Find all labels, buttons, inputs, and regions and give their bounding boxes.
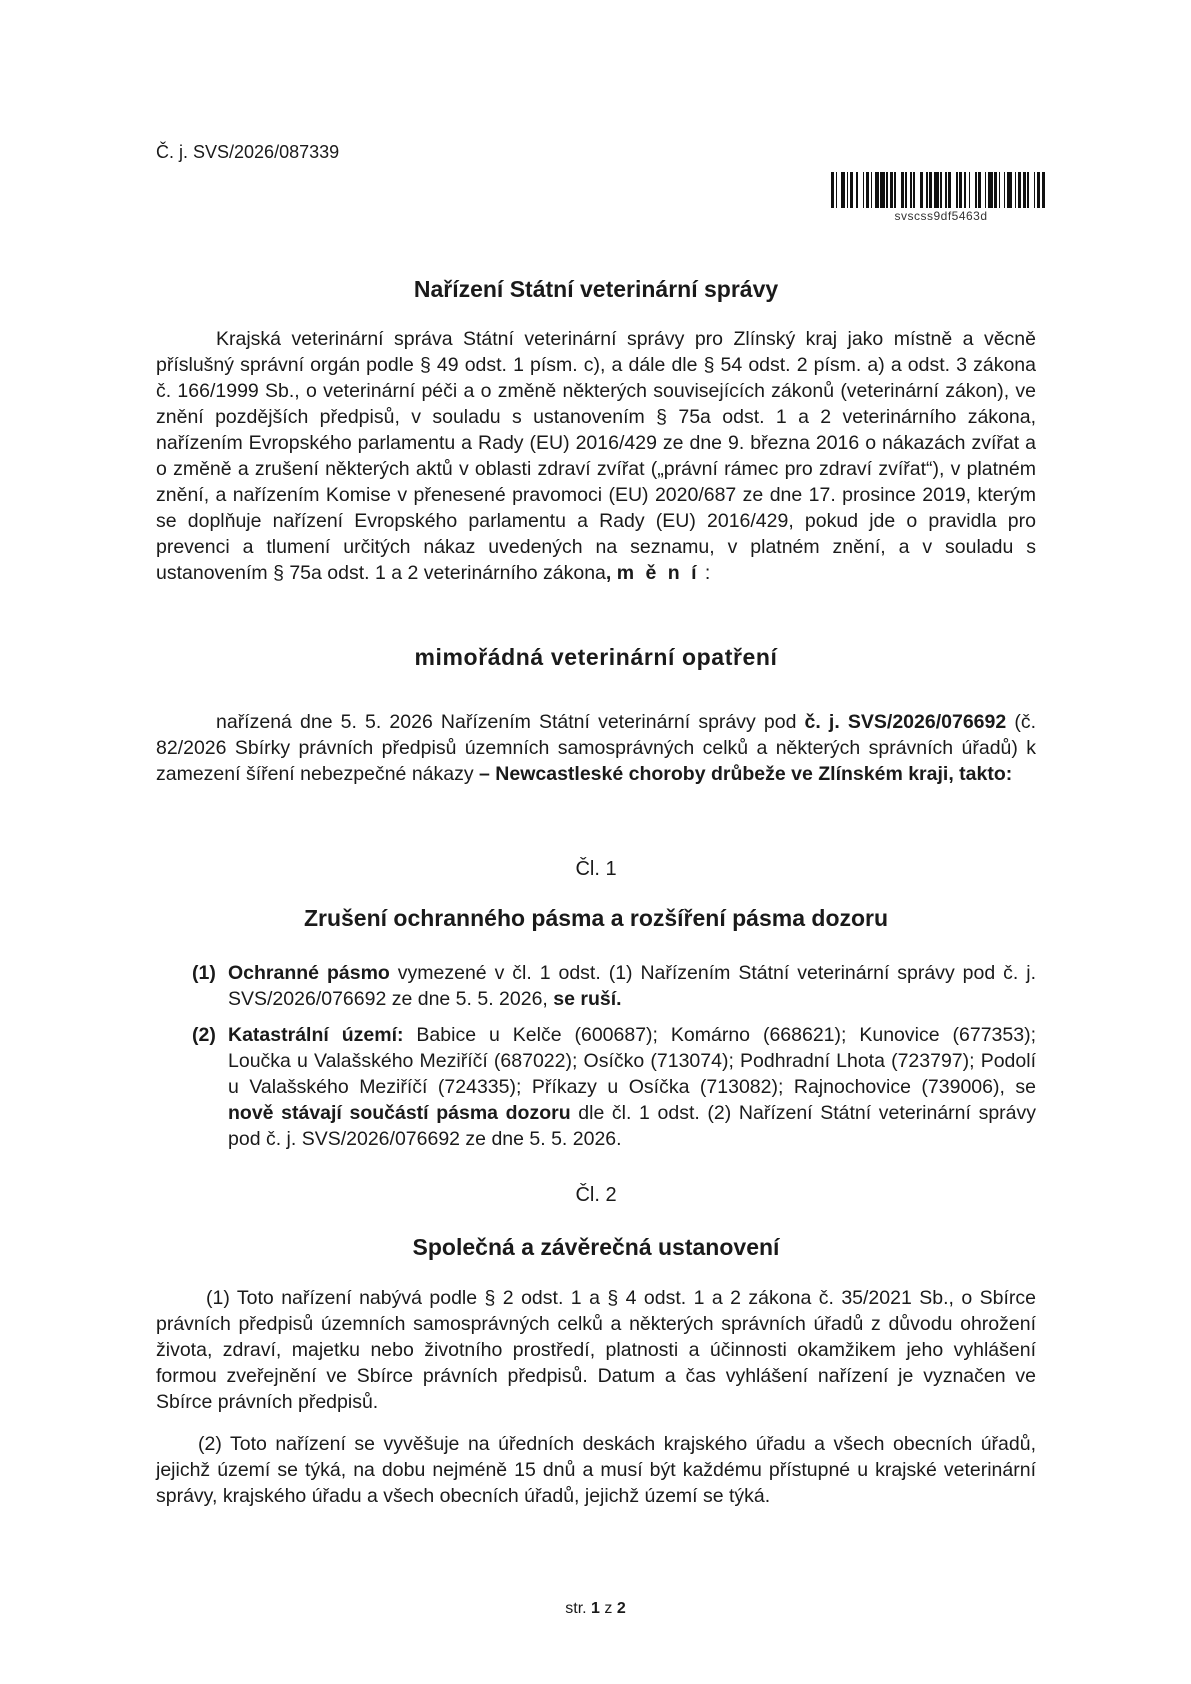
- barcode-text: svscss9df5463d: [894, 209, 988, 223]
- article-2-heading: Společná a závěrečná ustanovení: [412, 1234, 780, 1260]
- intro-text: Krajská veterinární správa Státní veterinární správy pro Zlínský kraj jako místně a věcně příslušný správní orgán podle § 49 odst. 1 písm. c), a dále dle § 54 odst. 2 písm. a) a odst. 3 zákona č. 166/1999 Sb., o veterinární péči a o změně některých souvisejících zákonů (veterinární zákon), ve znění pozdějších předpisů, v souladu s ustanovením § 75a odst. 1 a 2 veterinárního zákona, nařízením Evropského parlamentu a Rady (EU) 2016/429 ze dne 9. března 2016 o nákazách zvířat a o změně a zrušení některých aktů v oblasti zdraví zvířat („právní rámec pro zdraví zvířat“), v platném znění, a nařízením Komise v přenesené pravomoci (EU) 2020/687 ze dne 17. prosince 2019, kterým se doplňuje nařízení Evropského parlamentu a Rady (EU) 2016/429, pokud jde o pravidla pro prevenci a tlumení určitých nákaz uvedených na seznamu, v platném znění, a v souladu s ustanovením § 75a odst. 1 a 2 veterinárního zákona: [156, 328, 1036, 584]
- item-2-bold-a: Katastrální území:: [228, 1024, 404, 1046]
- order-mid: (č. 82/2026 Sbírky právních předpisů územních samosprávných celků a některých správních úřadů) k zamezení šíření nebezpečné nákazy: [156, 711, 1036, 785]
- order-ref: č. j. SVS/2026/076692: [804, 711, 1007, 733]
- item-body: [228, 960, 1036, 1012]
- article-1-item-1: [192, 960, 1036, 1012]
- order-paragraph: [156, 709, 1036, 787]
- barcode-bar: [1045, 172, 1048, 208]
- reference-number: Č. j. SVS/2026/087339: [156, 142, 340, 162]
- article-1-item-2: [192, 1022, 1036, 1152]
- item-2-text-a: Babice u Kelče (600687); Komárno (668621); Kunovice (677353); Loučka u Valašského Meziříčí (687022); Osíčko (713074); Podhradní Lhota (723797); Podolí u Valašského Meziříčí (724335); Příkazy u Osíčka (713082); Rajnochovice (739006), se: [228, 1024, 1036, 1098]
- subtitle: mimořádná veterinární opatření: [414, 644, 778, 670]
- item-2-text-b: dle čl. 1 odst. (2) Nařízení Státní veterinární správy pod č. j. SVS/2026/076692 ze dne 5. 5. 2026.: [228, 1102, 1036, 1150]
- footer-prefix: str.: [565, 1600, 592, 1617]
- intro-emphasis: m ě n í: [616, 562, 700, 584]
- article-1-label: Čl. 1: [575, 858, 617, 880]
- intro-sep: ,: [605, 562, 617, 584]
- item-1-bold-a: Ochranné pásmo: [228, 962, 390, 984]
- item-1-text-a: vymezené v čl. 1 odst. (1) Nařízením Státní veterinární správy pod č. j. SVS/2026/076692 ze dne 5. 5. 2026,: [228, 962, 1037, 1010]
- item-body: [228, 1022, 1036, 1152]
- barcode-bars: [831, 172, 1049, 208]
- intro-end: :: [699, 562, 711, 584]
- final-provision-1: (1) Toto nařízení nabývá podle § 2 odst. 1 a § 4 odst. 1 a 2 zákona č. 35/2021 Sb., o Sbírce právních předpisů územních samosprávných celků a některých správních úřadů z důvodu ohrožení života, zdraví, majetku nebo životního prostředí, platnosti a účinnosti okamžikem jeho vyhlášení formou zveřejnění ve Sbírce právních předpisů. Datum a čas vyhlášení nařízení je vyznačen ve Sbírce právních předpisů.: [156, 1287, 1036, 1413]
- order-lead: nařízená dne 5. 5. 2026 Nařízením Státní veterinární správy pod: [216, 711, 805, 733]
- page-footer: [0, 1600, 1191, 1618]
- final-provision-2: (2) Toto nařízení se vyvěšuje na úředních deskách krajského úřadu a všech obecních úřadů, jejichž území se týká, na dobu nejméně 15 dnů a musí být každému přístupné u krajské veterinární správy, krajského úřadu a všech obecních úřadů, jejichž území se týká.: [156, 1433, 1036, 1507]
- footer-total: 2: [616, 1600, 626, 1617]
- order-tail: – Newcastleské choroby drůbeže ve Zlínském kraji, takto:: [479, 763, 1013, 785]
- barcode: [831, 172, 1051, 223]
- item-number: (1): [192, 962, 216, 984]
- item-1-bold-b: se ruší.: [553, 988, 622, 1010]
- footer-sep: z: [599, 1600, 617, 1617]
- item-number: (2): [192, 1024, 216, 1046]
- article-1-heading: Zrušení ochranného pásma a rozšíření pásma dozoru: [303, 905, 889, 931]
- item-2-bold-b: nově stávají součástí pásma dozoru: [228, 1102, 571, 1124]
- footer-page: 1: [591, 1600, 600, 1617]
- document-title: Nařízení Státní veterinární správy: [413, 276, 779, 302]
- intro-paragraph: [156, 326, 1036, 586]
- article-2-label: Čl. 2: [575, 1184, 617, 1206]
